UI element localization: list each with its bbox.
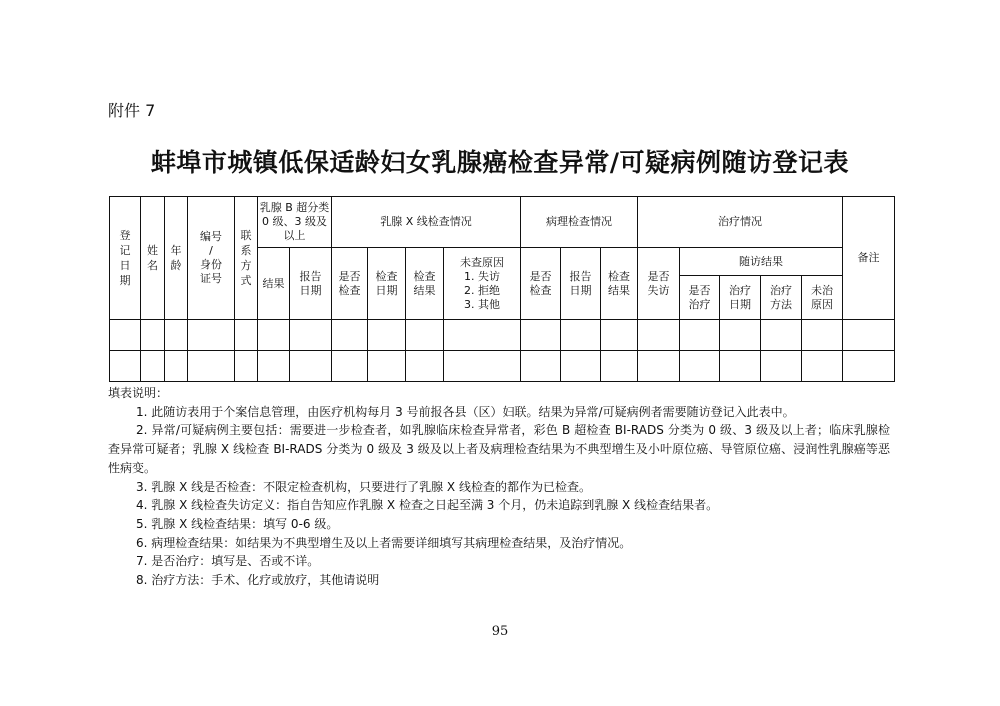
header-pathology-group: 病理检查情况 [521,197,638,248]
table-cell[interactable] [561,351,601,382]
table-cell[interactable] [406,320,444,351]
header-xray-group: 乳腺 X 线检查情况 [332,197,521,248]
table-cell[interactable] [601,351,638,382]
header-xray-unchecked-reason: 未查原因 1. 失访 2. 拒绝 3. 其他 [444,248,521,320]
header-treated: 是否治疗 [680,276,720,320]
header-us-result: 结果 [258,248,290,320]
header-path-checked: 是否检查 [521,248,561,320]
header-us-report-date: 报告日期 [290,248,332,320]
attachment-label: 附件 7 [108,101,156,120]
header-remarks: 备注 [843,197,895,320]
table-cell[interactable] [290,351,332,382]
table-cell[interactable] [188,320,235,351]
header-untreated-reason: 未治原因 [802,276,843,320]
table-cell[interactable] [761,320,802,351]
header-treatment-group: 治疗情况 [638,197,843,248]
table-cell[interactable] [165,320,188,351]
table-cell[interactable] [843,320,895,351]
table-cell[interactable] [521,320,561,351]
table-cell[interactable] [332,320,368,351]
followup-registration-table [109,196,895,382]
table-cell[interactable] [258,320,290,351]
header-contact: 联系方式 [235,197,258,320]
header-lost-followup: 是否失访 [638,248,680,320]
notes-heading: 填表说明： [108,386,169,400]
header-treat-date: 治疗日期 [720,276,761,320]
table-cell[interactable] [141,320,165,351]
header-xray-date: 检查日期 [368,248,406,320]
table-cell[interactable] [601,320,638,351]
table-cell[interactable] [258,351,290,382]
table-cell[interactable] [521,351,561,382]
page-number: 95 [491,624,509,639]
header-ultrasound-group: 乳腺 B 超分类 0 级、3 级及以上 [258,197,332,248]
note-item: 2. 异常/可疑病例主要包括：需要进一步检查者，如乳腺临床检查异常者，彩色 B 超检查 BI-RADS 分类为 0 级、3 级及以上者；临床乳腺检查异常可疑者；乳腺 X 线检查 BI-RADS 分类为 0 级及 3 级及以上者及病理检查结果为不典型增生及小叶原位癌、导管原位癌、浸润性乳腺癌等恶性病变。 [108,423,890,475]
header-xray-result: 检查结果 [406,248,444,320]
table-cell[interactable] [802,351,843,382]
table-cell[interactable] [444,351,521,382]
note-item: 6. 病理检查结果：如结果为不典型增生及以上者需要详细填写其病理检查结果，及治疗情况。 [136,535,632,550]
header-id-number: 编号 / 身份 证号 [188,197,235,320]
header-path-result: 检查结果 [601,248,638,320]
page-title: 蚌埠市城镇低保适龄妇女乳腺癌检查异常/可疑病例随访登记表 [150,148,850,177]
note-item: 5. 乳腺 X 线检查结果：填写 0-6 级。 [136,516,339,531]
header-path-report-date: 报告日期 [561,248,601,320]
table-cell[interactable] [561,320,601,351]
table-cell[interactable] [141,351,165,382]
table-cell[interactable] [110,320,141,351]
table-cell[interactable] [638,320,680,351]
table-cell[interactable] [444,320,521,351]
note-item: 7. 是否治疗：填写是、否或不详。 [136,554,320,569]
table-cell[interactable] [368,351,406,382]
header-age: 年龄 [165,197,188,320]
table-cell[interactable] [406,351,444,382]
table-cell[interactable] [720,351,761,382]
table-cell[interactable] [188,351,235,382]
table-cell[interactable] [680,320,720,351]
table-row [110,320,895,351]
table-cell[interactable] [761,351,802,382]
table-cell[interactable] [165,351,188,382]
header-treat-method: 治疗方法 [761,276,802,320]
table-cell[interactable] [235,320,258,351]
table-cell[interactable] [368,320,406,351]
table-cell[interactable] [680,351,720,382]
table-cell[interactable] [638,351,680,382]
header-xray-checked: 是否检查 [332,248,368,320]
table-cell[interactable] [843,351,895,382]
table-cell[interactable] [235,351,258,382]
note-item: 1. 此随访表用于个案信息管理，由医疗机构每月 3 号前报各县（区）妇联。结果为异常/可疑病例者需要随访登记入此表中。 [136,404,795,419]
note-item: 4. 乳腺 X 线检查失访定义：指自告知应作乳腺 X 检查之日起至满 3 个月，仍未追踪到乳腺 X 线检查结果者。 [136,498,719,513]
table-cell[interactable] [802,320,843,351]
note-item: 8. 治疗方法：手术、化疗或放疗，其他请说明 [136,573,380,588]
fill-instructions [108,384,890,590]
table-cell[interactable] [720,320,761,351]
table-row [110,351,895,382]
header-followup-result: 随访结果 [680,248,843,276]
header-reg-date: 登记日期 [110,197,141,320]
table-cell[interactable] [290,320,332,351]
note-item: 3. 乳腺 X 线是否检查：不限定检查机构，只要进行了乳腺 X 线检查的都作为已检查。 [136,479,591,494]
table-cell[interactable] [332,351,368,382]
header-name: 姓名 [141,197,165,320]
table-cell[interactable] [110,351,141,382]
